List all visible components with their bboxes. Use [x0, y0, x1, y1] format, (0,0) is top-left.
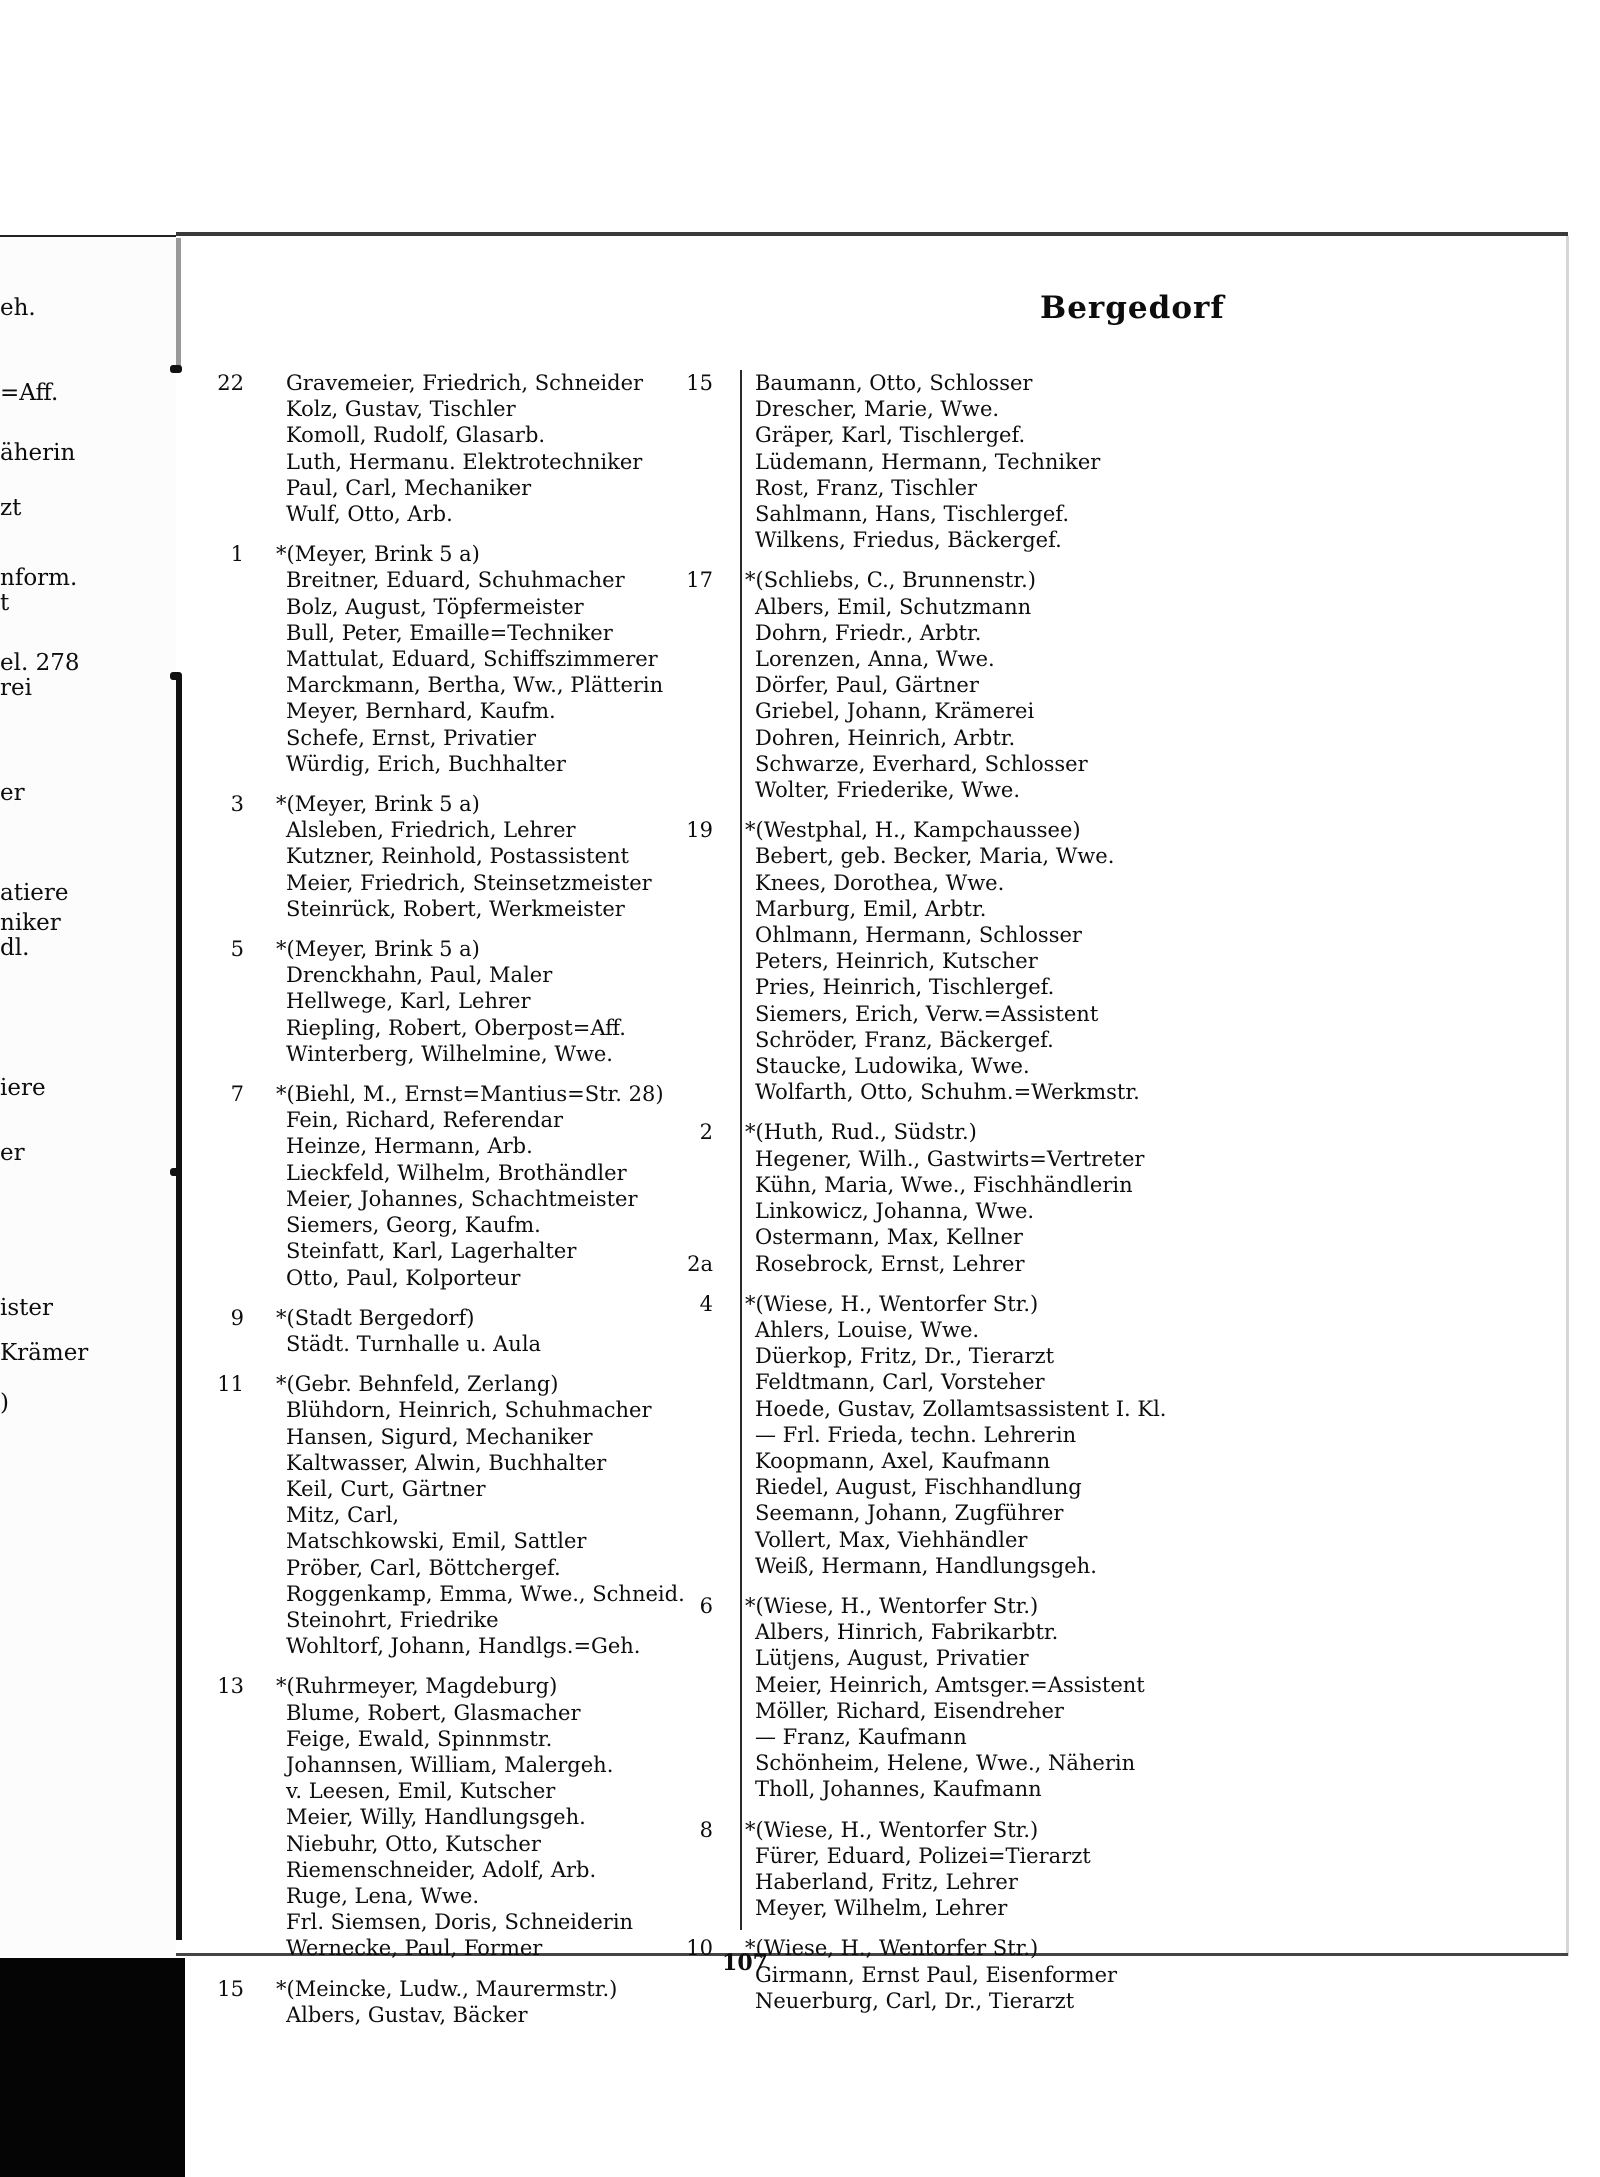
- house-entry: [699, 1119, 1185, 1250]
- resident-line: Pries, Heinrich, Tischlergef.: [755, 975, 1055, 1000]
- resident-line: Schönheim, Helene, Wwe., Näherin: [755, 1751, 1136, 1776]
- house-number: 7: [230, 1082, 244, 1107]
- resident-line: Meier, Johannes, Schachtmeister: [286, 1186, 638, 1211]
- resident-line: Lorenzen, Anna, Wwe.: [755, 647, 995, 672]
- resident-line: Dörfer, Paul, Gärtner: [755, 673, 979, 698]
- resident-line: Weiß, Hermann, Handlungsgeh.: [755, 1553, 1097, 1578]
- house-entry: [686, 567, 1185, 803]
- book-binding-edge: [176, 238, 181, 368]
- resident-line: Seemann, Johann, Zugführer: [755, 1501, 1064, 1526]
- resident-line: Hansen, Sigurd, Mechaniker: [286, 1424, 593, 1449]
- resident-line: Fein, Richard, Referendar: [286, 1108, 564, 1133]
- resident-line: Meyer, Wilhelm, Lehrer: [755, 1896, 1008, 1921]
- owner-line: *(Huth, Rud., Südstr.): [745, 1120, 977, 1145]
- owner-line: *(Wiese, H., Wentorfer Str.): [745, 1936, 1039, 1961]
- resident-line: Riepling, Robert, Oberpost=Aff.: [286, 1015, 626, 1040]
- resident-line: Paul, Carl, Mechaniker: [286, 475, 532, 500]
- fragment-text: rei: [0, 675, 32, 701]
- house-number: 15: [217, 1976, 244, 2001]
- fragment-text: er: [0, 780, 25, 806]
- resident-line: Hoede, Gustav, Zollamtsassistent I. Kl.: [755, 1396, 1167, 1421]
- resident-line: Tholl, Johannes, Kaufmann: [755, 1777, 1042, 1802]
- resident-line: Riedel, August, Fischhandlung: [755, 1475, 1082, 1500]
- house-number: 2a: [687, 1251, 713, 1276]
- resident-line: Wohltorf, Johann, Handlgs.=Geh.: [286, 1634, 641, 1659]
- resident-line: Blume, Robert, Glasmacher: [286, 1700, 581, 1725]
- resident-line: Kutzner, Reinhold, Postassistent: [286, 844, 629, 869]
- resident-line: Neuerburg, Carl, Dr., Tierarzt: [755, 1988, 1075, 2013]
- resident-line: Alsleben, Friedrich, Lehrer: [286, 818, 576, 843]
- column-divider: [740, 370, 742, 1930]
- house-number: 17: [686, 568, 713, 593]
- owner-line: *(Wiese, H., Wentorfer Str.): [745, 1291, 1039, 1316]
- resident-line: Wolter, Friederike, Wwe.: [755, 778, 1021, 803]
- house-number: 3: [230, 792, 244, 817]
- resident-line: Mattulat, Eduard, Schiffszimmerer: [286, 647, 658, 672]
- resident-line: Würdig, Erich, Buchhalter: [286, 751, 566, 776]
- fragment-text: äherin: [0, 440, 76, 466]
- house-number: 8: [699, 1817, 713, 1842]
- house-number: 10: [686, 1936, 713, 1961]
- house-number: 9: [230, 1305, 244, 1330]
- page-top-edge: [176, 232, 1568, 236]
- resident-line: Lieckfeld, Wilhelm, Brothändler: [286, 1160, 627, 1185]
- resident-line: Wulf, Otto, Arb.: [286, 502, 453, 527]
- resident-line: — Frl. Frieda, techn. Lehrerin: [755, 1422, 1077, 1447]
- resident-line: Ahlers, Louise, Wwe.: [755, 1317, 980, 1342]
- house-entry: [230, 1081, 716, 1291]
- resident-line: Albers, Hinrich, Fabrikarbtr.: [755, 1620, 1059, 1645]
- address-column-left: [217, 370, 716, 2028]
- house-entry: [686, 817, 1185, 1105]
- resident-line: Albers, Gustav, Bäcker: [286, 2002, 528, 2027]
- resident-line: Bolz, August, Töpfermeister: [286, 594, 584, 619]
- house-number: 5: [230, 937, 244, 962]
- fragment-text: t: [0, 590, 10, 616]
- resident-line: Bebert, geb. Becker, Maria, Wwe.: [755, 844, 1115, 869]
- binding-notch: [170, 672, 182, 680]
- resident-line: Mitz, Carl,: [286, 1503, 400, 1528]
- house-number: 1: [230, 542, 244, 567]
- resident-line: Dohren, Heinrich, Arbtr.: [755, 725, 1016, 750]
- resident-line: Steinrück, Robert, Werkmeister: [286, 896, 625, 921]
- resident-line: Schröder, Franz, Bäckergef.: [755, 1027, 1054, 1052]
- fragment-text: nform.: [0, 565, 78, 591]
- resident-line: Blühdorn, Heinrich, Schuhmacher: [286, 1398, 652, 1423]
- resident-line: Peters, Heinrich, Kutscher: [755, 949, 1038, 974]
- resident-line: Linkowicz, Johanna, Wwe.: [755, 1199, 1035, 1224]
- resident-line: Siemers, Georg, Kaufm.: [286, 1213, 541, 1238]
- owner-line: *(Meyer, Brink 5 a): [276, 792, 480, 817]
- resident-line: Städt. Turnhalle u. Aula: [286, 1331, 542, 1356]
- resident-line: Steinfatt, Karl, Lagerhalter: [286, 1239, 577, 1264]
- resident-line: Heinze, Hermann, Arb.: [286, 1134, 533, 1159]
- resident-line: Girmann, Ernst Paul, Eisenformer: [755, 1962, 1118, 1987]
- house-entry: [230, 791, 716, 922]
- resident-line: Riemenschneider, Adolf, Arb.: [286, 1857, 597, 1882]
- resident-line: Koopmann, Axel, Kaufmann: [755, 1448, 1051, 1473]
- owner-line: *(Meyer, Brink 5 a): [276, 542, 480, 567]
- binding-notch: [170, 365, 182, 373]
- fragment-text: ): [0, 1390, 9, 1416]
- house-entry: [217, 370, 716, 527]
- resident-line: Hellwege, Karl, Lehrer: [286, 989, 531, 1014]
- book-binding-edge: [176, 675, 182, 1940]
- owner-line: *(Schliebs, C., Brunnenstr.): [745, 568, 1036, 593]
- owner-line: *(Stadt Bergedorf): [276, 1305, 475, 1330]
- house-number: 6: [699, 1593, 713, 1618]
- resident-line: Schwarze, Everhard, Schlosser: [755, 751, 1088, 776]
- owner-line: *(Gebr. Behnfeld, Zerlang): [276, 1372, 559, 1397]
- resident-line: v. Leesen, Emil, Kutscher: [286, 1779, 556, 1804]
- resident-line: Hegener, Wilh., Gastwirts=Vertreter: [755, 1146, 1145, 1171]
- resident-line: Pröber, Carl, Böttchergef.: [286, 1555, 561, 1580]
- resident-line: Steinohrt, Friedrike: [286, 1607, 499, 1632]
- resident-line: Johannsen, William, Malergeh.: [286, 1752, 614, 1777]
- resident-line: Rost, Franz, Tischler: [755, 475, 978, 500]
- resident-line: Wilkens, Friedus, Bäckergef.: [755, 528, 1062, 553]
- resident-line: Komoll, Rudolf, Glasarb.: [286, 423, 546, 448]
- house-entry: [699, 1593, 1185, 1803]
- house-entry: [217, 1976, 716, 2028]
- adjacent-page-fragment: [0, 235, 176, 1957]
- resident-line: — Franz, Kaufmann: [755, 1724, 967, 1749]
- resident-line: Drescher, Marie, Wwe.: [755, 397, 1000, 422]
- house-entry: [699, 1291, 1185, 1579]
- resident-line: Otto, Paul, Kolporteur: [286, 1265, 521, 1290]
- house-entry: [230, 1305, 716, 1357]
- resident-line: Kolz, Gustav, Tischler: [286, 397, 516, 422]
- fragment-text: er: [0, 1140, 25, 1166]
- resident-line: Staucke, Ludowika, Wwe.: [755, 1054, 1030, 1079]
- resident-line: Niebuhr, Otto, Kutscher: [286, 1831, 541, 1856]
- resident-line: Schefe, Ernst, Privatier: [286, 725, 537, 750]
- fragment-text: iere: [0, 1075, 46, 1101]
- fragment-text: zt: [0, 495, 22, 521]
- resident-line: Meier, Willy, Handlungsgeh.: [286, 1805, 586, 1830]
- house-entry: [687, 1251, 1185, 1277]
- resident-line: Rosebrock, Ernst, Lehrer: [755, 1251, 1025, 1276]
- fragment-text: dl.: [0, 935, 30, 961]
- house-number: 4: [699, 1291, 713, 1316]
- resident-line: Kaltwasser, Alwin, Buchhalter: [286, 1450, 607, 1475]
- resident-line: Frl. Siemsen, Doris, Schneiderin: [286, 1910, 634, 1935]
- house-entry: [230, 936, 716, 1067]
- resident-line: Luth, Hermanu. Elektrotechniker: [286, 449, 643, 474]
- resident-line: Feldtmann, Carl, Vorsteher: [755, 1370, 1045, 1395]
- resident-line: Möller, Richard, Eisendreher: [755, 1698, 1064, 1723]
- resident-line: Griebel, Johann, Krämerei: [755, 699, 1035, 724]
- house-number: 2: [699, 1120, 713, 1145]
- resident-line: Albers, Emil, Schutzmann: [755, 594, 1032, 619]
- fragment-text: ister: [0, 1295, 54, 1321]
- resident-line: Marburg, Emil, Arbtr.: [755, 896, 987, 921]
- owner-line: *(Westphal, H., Kampchaussee): [745, 818, 1081, 843]
- resident-line: Wolfarth, Otto, Schuhm.=Werkmstr.: [755, 1080, 1140, 1105]
- fragment-text: el. 278: [0, 650, 80, 676]
- resident-line: Keil, Curt, Gärtner: [286, 1476, 486, 1501]
- fragment-text: eh.: [0, 295, 36, 321]
- house-entry: [686, 370, 1185, 553]
- resident-line: Ruge, Lena, Wwe.: [286, 1883, 479, 1908]
- resident-line: Breitner, Eduard, Schuhmacher: [286, 568, 625, 593]
- resident-line: Marckmann, Bertha, Ww., Plätterin: [286, 673, 664, 698]
- resident-line: Wernecke, Paul, Former: [286, 1936, 543, 1961]
- resident-line: Bull, Peter, Emaille=Techniker: [286, 620, 613, 645]
- resident-line: Winterberg, Wilhelmine, Wwe.: [286, 1041, 613, 1066]
- resident-line: Haberland, Fritz, Lehrer: [755, 1869, 1018, 1894]
- owner-line: *(Wiese, H., Wentorfer Str.): [745, 1817, 1039, 1842]
- resident-line: Siemers, Erich, Verw.=Assistent: [755, 1001, 1099, 1026]
- owner-line: *(Ruhrmeyer, Magdeburg): [276, 1674, 558, 1699]
- scan-margin: [0, 1958, 185, 2177]
- owner-line: *(Biehl, M., Ernst=Mantius=Str. 28): [276, 1082, 664, 1107]
- page-title: Bergedorf: [1040, 290, 1225, 326]
- binding-notch: [170, 1168, 182, 1176]
- house-entry: [230, 541, 716, 777]
- house-number: 13: [217, 1674, 244, 1699]
- owner-line: *(Meincke, Ludw., Maurermstr.): [276, 1976, 618, 2001]
- page-right-edge: [1566, 236, 1569, 1956]
- resident-line: Meier, Heinrich, Amtsger.=Assistent: [755, 1672, 1145, 1697]
- resident-line: Düerkop, Fritz, Dr., Tierarzt: [755, 1344, 1055, 1369]
- resident-line: Ostermann, Max, Kellner: [755, 1225, 1023, 1250]
- resident-line: Feige, Ewald, Spinnmstr.: [286, 1726, 553, 1751]
- house-number: 15: [686, 371, 713, 395]
- house-entry: [217, 1673, 716, 1961]
- house-number: 22: [217, 371, 244, 395]
- resident-line: Lütjens, August, Privatier: [755, 1646, 1029, 1671]
- house-number: 11: [217, 1372, 244, 1397]
- resident-line: Meyer, Bernhard, Kaufm.: [286, 699, 556, 724]
- resident-line: Roggenkamp, Emma, Wwe., Schneid.: [286, 1581, 685, 1606]
- resident-line: Dohrn, Friedr., Arbtr.: [755, 620, 982, 645]
- resident-line: Meier, Friedrich, Steinsetzmeister: [286, 870, 652, 895]
- resident-line: Gräper, Karl, Tischlergef.: [755, 423, 1026, 448]
- resident-line: Knees, Dorothea, Wwe.: [755, 870, 1005, 895]
- resident-line: Lüdemann, Hermann, Techniker: [755, 449, 1101, 474]
- fragment-text: =Aff.: [0, 380, 59, 406]
- resident-line: Gravemeier, Friedrich, Schneider: [286, 371, 644, 395]
- resident-line: Fürer, Eduard, Polizei=Tierarzt: [755, 1843, 1091, 1868]
- resident-line: Kühn, Maria, Wwe., Fischhändlerin: [755, 1172, 1133, 1197]
- page-number: 107: [722, 1950, 768, 1976]
- house-entry: [217, 1371, 716, 1659]
- house-entry: [699, 1817, 1185, 1922]
- fragment-text: niker: [0, 910, 61, 936]
- resident-line: Drenckhahn, Paul, Maler: [286, 963, 553, 988]
- resident-line: Matschkowski, Emil, Sattler: [286, 1529, 587, 1554]
- resident-line: Vollert, Max, Viehhändler: [755, 1527, 1028, 1552]
- resident-line: Ohlmann, Hermann, Schlosser: [755, 923, 1082, 948]
- house-number: 19: [686, 818, 713, 843]
- fragment-text: atiere: [0, 880, 69, 906]
- owner-line: *(Wiese, H., Wentorfer Str.): [745, 1593, 1039, 1618]
- resident-line: Baumann, Otto, Schlosser: [755, 371, 1033, 395]
- resident-line: Sahlmann, Hans, Tischlergef.: [755, 502, 1070, 527]
- owner-line: *(Meyer, Brink 5 a): [276, 937, 480, 962]
- fragment-text: Krämer: [0, 1340, 89, 1366]
